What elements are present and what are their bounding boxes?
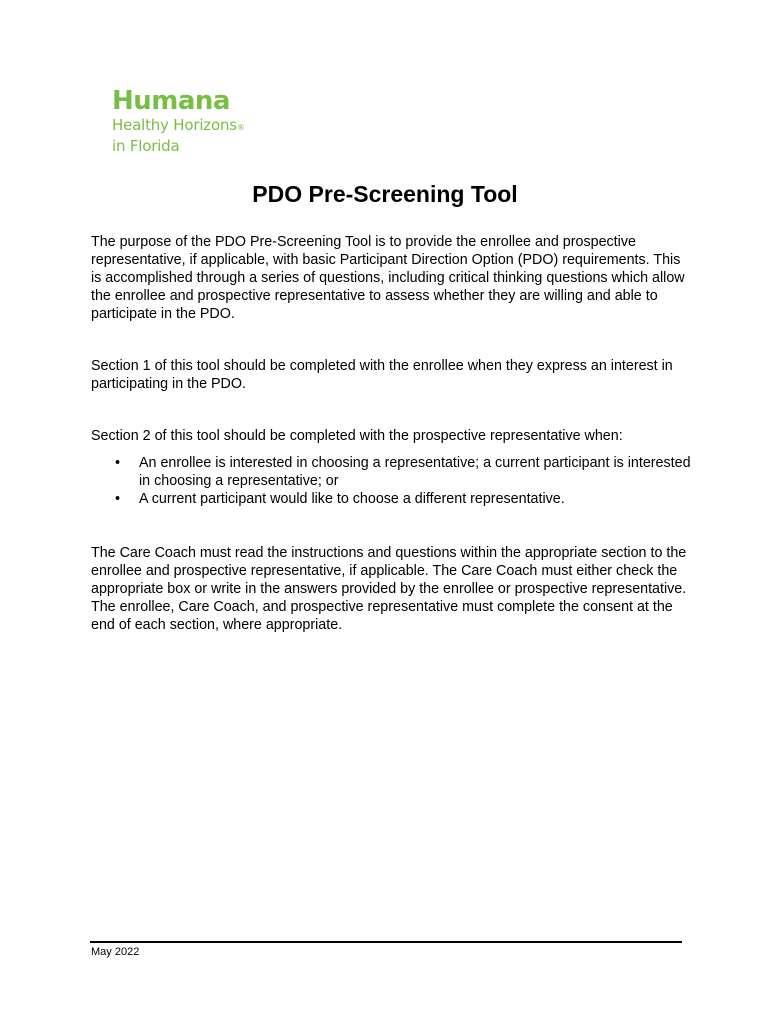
bullet-marker: •	[115, 491, 121, 507]
footer-divider	[90, 941, 682, 943]
page-title: PDO Pre-Screening Tool	[252, 181, 518, 207]
logo-wordmark: Humana	[112, 86, 230, 116]
logo-tagline-line2: in Florida	[112, 137, 180, 155]
section2-bullet-list	[91, 454, 691, 508]
footer-date: May 2022	[91, 946, 140, 958]
logo-tagline-line1	[112, 116, 245, 137]
care-coach-paragraph: The Care Coach must read the instructions and questions within the appropriate section to the enrollee and prospective representative, if applicable. The Care Coach must either check the appropriate box or write in the answers provided by the enrollee or prospective representative. The enrollee, Care Coach, and prospective representative must complete the consent at the end of each section, where appropriate.	[91, 545, 687, 633]
list-item	[91, 490, 691, 508]
section2-lead-paragraph: Section 2 of this tool should be completed with the prospective representative when:	[91, 428, 623, 444]
bullet-text: An enrollee is interested in choosing a representative; a current participant is interested in choosing a representative; or	[139, 455, 691, 489]
bullet-text: A current participant would like to choose a different representative.	[139, 491, 565, 507]
intro-paragraph: The purpose of the PDO Pre-Screening Tool is to provide the enrollee and prospective representative, if applicable, with basic Participant Direction Option (PDO) requirements. This is accomplished through a series of questions, including critical thinking questions which allow the enrollee and prospective representative to assess whether they are willing and able to participate in the PDO.	[91, 234, 685, 322]
section1-paragraph: Section 1 of this tool should be completed with the enrollee when they express an interest in participating in the PDO.	[91, 358, 673, 392]
bullet-marker: •	[115, 455, 121, 471]
document-body	[91, 233, 691, 634]
humana-logo	[112, 86, 245, 156]
logo-tagline-text: Healthy Horizons	[112, 116, 237, 134]
list-item	[91, 454, 691, 490]
registered-mark: ®	[236, 123, 245, 132]
